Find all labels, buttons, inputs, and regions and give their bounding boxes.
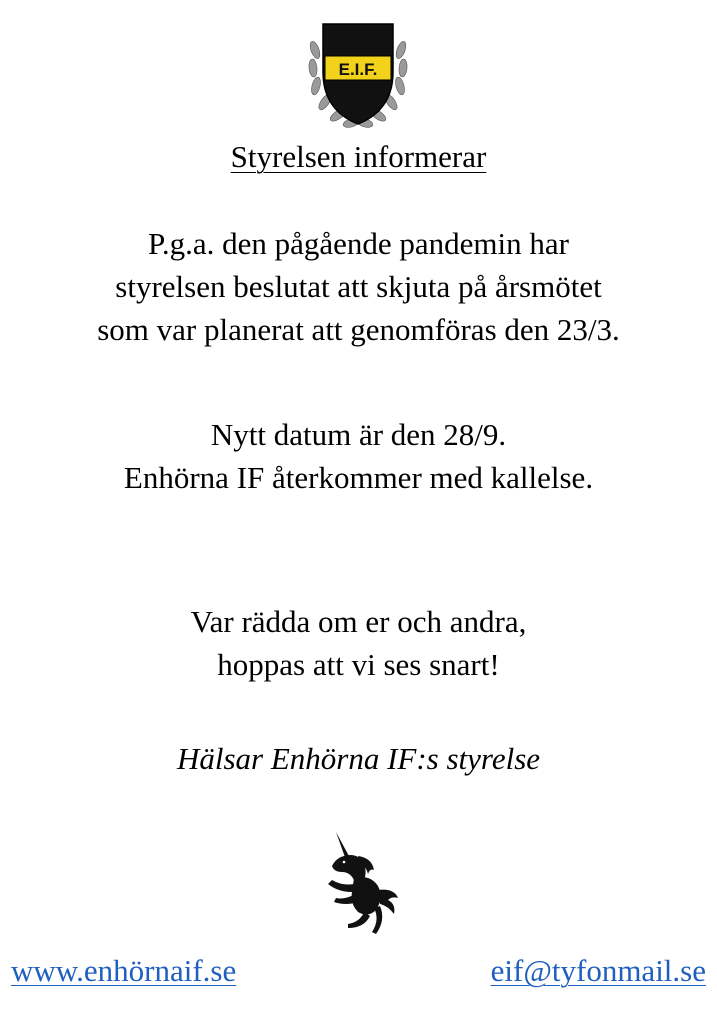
text-line: som var planerat att genomföras den 23/3.: [97, 312, 620, 347]
website-link[interactable]: www.enhörnaif.se: [11, 953, 237, 988]
announcement-paragraph: [0, 222, 717, 351]
new-date-paragraph: [0, 413, 717, 499]
unicorn-icon: [314, 828, 404, 936]
signature: [0, 737, 717, 780]
eif-logo: [305, 20, 411, 132]
text-line: styrelsen beslutat att skjuta på årsmötet: [115, 269, 602, 304]
text-line: P.g.a. den pågående pandemin har: [148, 226, 569, 261]
text-line: Var rädda om er och andra,: [190, 604, 527, 639]
logo-text: E.I.F.: [338, 60, 378, 79]
page-heading: Styrelsen informerar: [230, 139, 487, 174]
signature-text: Hälsar Enhörna IF:s styrelse: [176, 741, 541, 776]
text-line: Enhörna IF återkommer med kallelse.: [123, 460, 594, 495]
text-line: Nytt datum är den 28/9.: [210, 417, 507, 452]
greeting-paragraph: [0, 600, 717, 686]
email-link[interactable]: eif@tyfonmail.se: [490, 953, 706, 988]
text-line: hoppas att vi ses snart!: [217, 647, 500, 682]
